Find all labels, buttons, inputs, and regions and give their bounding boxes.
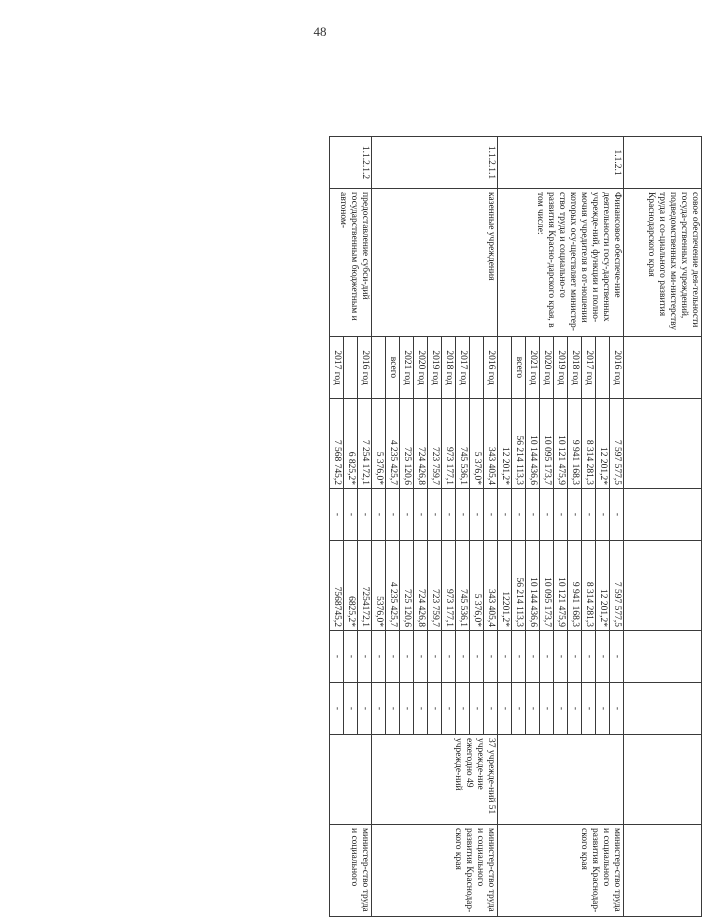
regional-cell: 56 214 113,3 [512, 541, 526, 631]
federal-cell: - [358, 489, 372, 541]
municipal-cell: - [372, 631, 386, 683]
total-cell: 723 759,7 [428, 399, 442, 489]
municipal-cell: - [610, 631, 624, 683]
federal-cell: - [512, 489, 526, 541]
extrabudget-cell: - [344, 683, 358, 735]
result-cell: 37 учрежде-ний 51 учрежде-ние ежегодно 49 учрежде-ний [372, 735, 498, 825]
total-cell: 343 405,4 [484, 399, 498, 489]
federal-cell: - [456, 489, 470, 541]
federal-cell: - [442, 489, 456, 541]
section-name: Финансовое обеспече-ние деятельности госу-дарственных учрежде-ний, функции и полно-мочия учредителя в от-ношении которых осу-ществляет министер-ство труда и социально-го развития Красно-дарского края, в том числе: [498, 189, 624, 337]
extrabudget-cell: - [526, 683, 540, 735]
continuation-row [624, 137, 702, 917]
extrabudget-cell: - [386, 683, 400, 735]
table-row [358, 137, 372, 917]
extrabudget-cell: - [470, 683, 484, 735]
table-row [484, 137, 498, 917]
year-cell: 2018 год [442, 337, 456, 399]
federal-cell: - [582, 489, 596, 541]
table-row [610, 137, 624, 917]
total-cell: 7 254 172,1 [358, 399, 372, 489]
extrabudget-cell: - [456, 683, 470, 735]
federal-cell: - [372, 489, 386, 541]
municipal-cell: - [330, 631, 344, 683]
extrabudget-cell: - [554, 683, 568, 735]
municipal-cell: - [470, 631, 484, 683]
year-cell: всего [386, 337, 400, 399]
program-table [329, 136, 702, 917]
municipal-cell: - [400, 631, 414, 683]
regional-cell: 5 376,0* [470, 541, 484, 631]
regional-cell: 7254172,1 [358, 541, 372, 631]
federal-cell: - [386, 489, 400, 541]
year-cell: 2017 год [456, 337, 470, 399]
regional-cell: 725 120,6 [400, 541, 414, 631]
year-cell [372, 337, 386, 399]
federal-cell: - [554, 489, 568, 541]
extrabudget-cell: - [512, 683, 526, 735]
regional-cell: 973 177,1 [442, 541, 456, 631]
regional-cell: 12 201,2* [596, 541, 610, 631]
regional-cell: 7568745,2 [330, 541, 344, 631]
total-cell: 973 177,1 [442, 399, 456, 489]
municipal-cell: - [358, 631, 372, 683]
year-cell: 2021 год [400, 337, 414, 399]
regional-cell: 343 405,4 [484, 541, 498, 631]
municipal-cell: - [386, 631, 400, 683]
result-cell [330, 735, 372, 825]
municipal-cell: - [428, 631, 442, 683]
executor-cell: министер-ство труда и социального развития Краснодар-ского края [372, 825, 498, 917]
extrabudget-cell: - [400, 683, 414, 735]
total-cell: 4 235 425,7 [386, 399, 400, 489]
year-cell: 2019 год [428, 337, 442, 399]
municipal-cell: - [512, 631, 526, 683]
regional-cell: 723 759,7 [428, 541, 442, 631]
year-cell: 2017 год [330, 337, 344, 399]
total-cell: 10 144 436,6 [526, 399, 540, 489]
extrabudget-cell: - [484, 683, 498, 735]
municipal-cell: - [344, 631, 358, 683]
section-name: предоставление субси-дий государственным бюджетным и автоном- [330, 189, 372, 337]
total-cell: 7 568 745,2 [330, 399, 344, 489]
regional-cell: 5376,0* [372, 541, 386, 631]
total-cell: 9 941 168,3 [568, 399, 582, 489]
regional-cell: 8 314 281,3 [582, 541, 596, 631]
extrabudget-cell: - [372, 683, 386, 735]
regional-cell: 745 536,1 [456, 541, 470, 631]
total-cell: 56 214 113,3 [512, 399, 526, 489]
federal-cell: - [414, 489, 428, 541]
total-cell: 5 376,0* [372, 399, 386, 489]
extrabudget-cell: - [596, 683, 610, 735]
year-cell [344, 337, 358, 399]
section-code: 1.1.2.1.2 [330, 137, 372, 189]
municipal-cell: - [568, 631, 582, 683]
municipal-cell: - [484, 631, 498, 683]
extrabudget-cell: - [414, 683, 428, 735]
year-cell: 2016 год [358, 337, 372, 399]
section-code: 1.1.2.1.1 [372, 137, 498, 189]
page-number: 48 [313, 24, 327, 39]
extrabudget-cell: - [610, 683, 624, 735]
total-cell: 12 201,2* [596, 399, 610, 489]
regional-cell: 9 941 168,3 [568, 541, 582, 631]
total-cell: 8 314 281,3 [582, 399, 596, 489]
regional-cell: 6825,2* [344, 541, 358, 631]
federal-cell: - [596, 489, 610, 541]
municipal-cell: - [414, 631, 428, 683]
year-cell [596, 337, 610, 399]
year-cell: 2016 год [610, 337, 624, 399]
extrabudget-cell: - [358, 683, 372, 735]
extrabudget-cell: - [568, 683, 582, 735]
result-cell [498, 735, 624, 825]
municipal-cell: - [498, 631, 512, 683]
total-cell: 12 201,2* [498, 399, 512, 489]
regional-cell: 10 144 436,6 [526, 541, 540, 631]
continuation-text: совое обеспечение дея-тельности госуда-рственных учреждений, подведомственных ми-нистерству труда и со-циального развития Краснодарского края [624, 189, 702, 337]
municipal-cell: - [442, 631, 456, 683]
total-cell: 5 376,0* [470, 399, 484, 489]
extrabudget-cell: - [498, 683, 512, 735]
extrabudget-cell: - [582, 683, 596, 735]
section-code: 1.1.2.1 [498, 137, 624, 189]
year-cell: 2020 год [540, 337, 554, 399]
municipal-cell: - [540, 631, 554, 683]
federal-cell: - [470, 489, 484, 541]
section-name: казенные учреждения [372, 189, 498, 337]
federal-cell: - [568, 489, 582, 541]
year-cell: 2021 год [526, 337, 540, 399]
rotated-table-sheet [222, 136, 702, 916]
year-cell: 2019 год [554, 337, 568, 399]
year-cell: всего [512, 337, 526, 399]
municipal-cell: - [526, 631, 540, 683]
regional-cell: 7 597 577,5 [610, 541, 624, 631]
extrabudget-cell: - [540, 683, 554, 735]
year-cell [470, 337, 484, 399]
executor-cell: министер-ство труда и социального развития Краснодар-ского края [498, 825, 624, 917]
federal-cell: - [610, 489, 624, 541]
municipal-cell: - [596, 631, 610, 683]
executor-cell: министер-ство труда и социального [330, 825, 372, 917]
federal-cell: - [344, 489, 358, 541]
federal-cell: - [498, 489, 512, 541]
federal-cell: - [540, 489, 554, 541]
year-cell [498, 337, 512, 399]
year-cell: 2017 год [582, 337, 596, 399]
total-cell: 6 825,2* [344, 399, 358, 489]
municipal-cell: - [554, 631, 568, 683]
federal-cell: - [330, 489, 344, 541]
total-cell: 724 426,8 [414, 399, 428, 489]
federal-cell: - [526, 489, 540, 541]
year-cell: 2016 год [484, 337, 498, 399]
extrabudget-cell: - [442, 683, 456, 735]
federal-cell: - [400, 489, 414, 541]
total-cell: 745 536,1 [456, 399, 470, 489]
extrabudget-cell: - [330, 683, 344, 735]
regional-cell: 10 095 173,7 [540, 541, 554, 631]
federal-cell: - [484, 489, 498, 541]
year-cell: 2020 год [414, 337, 428, 399]
total-cell: 725 120,6 [400, 399, 414, 489]
municipal-cell: - [582, 631, 596, 683]
regional-cell: 12201,2* [498, 541, 512, 631]
extrabudget-cell: - [428, 683, 442, 735]
regional-cell: 4 235 425,7 [386, 541, 400, 631]
year-cell: 2018 год [568, 337, 582, 399]
regional-cell: 724 426,8 [414, 541, 428, 631]
total-cell: 7 597 577,5 [610, 399, 624, 489]
federal-cell: - [428, 489, 442, 541]
total-cell: 10 095 173,7 [540, 399, 554, 489]
municipal-cell: - [456, 631, 470, 683]
regional-cell: 10 121 475,9 [554, 541, 568, 631]
total-cell: 10 121 475,9 [554, 399, 568, 489]
